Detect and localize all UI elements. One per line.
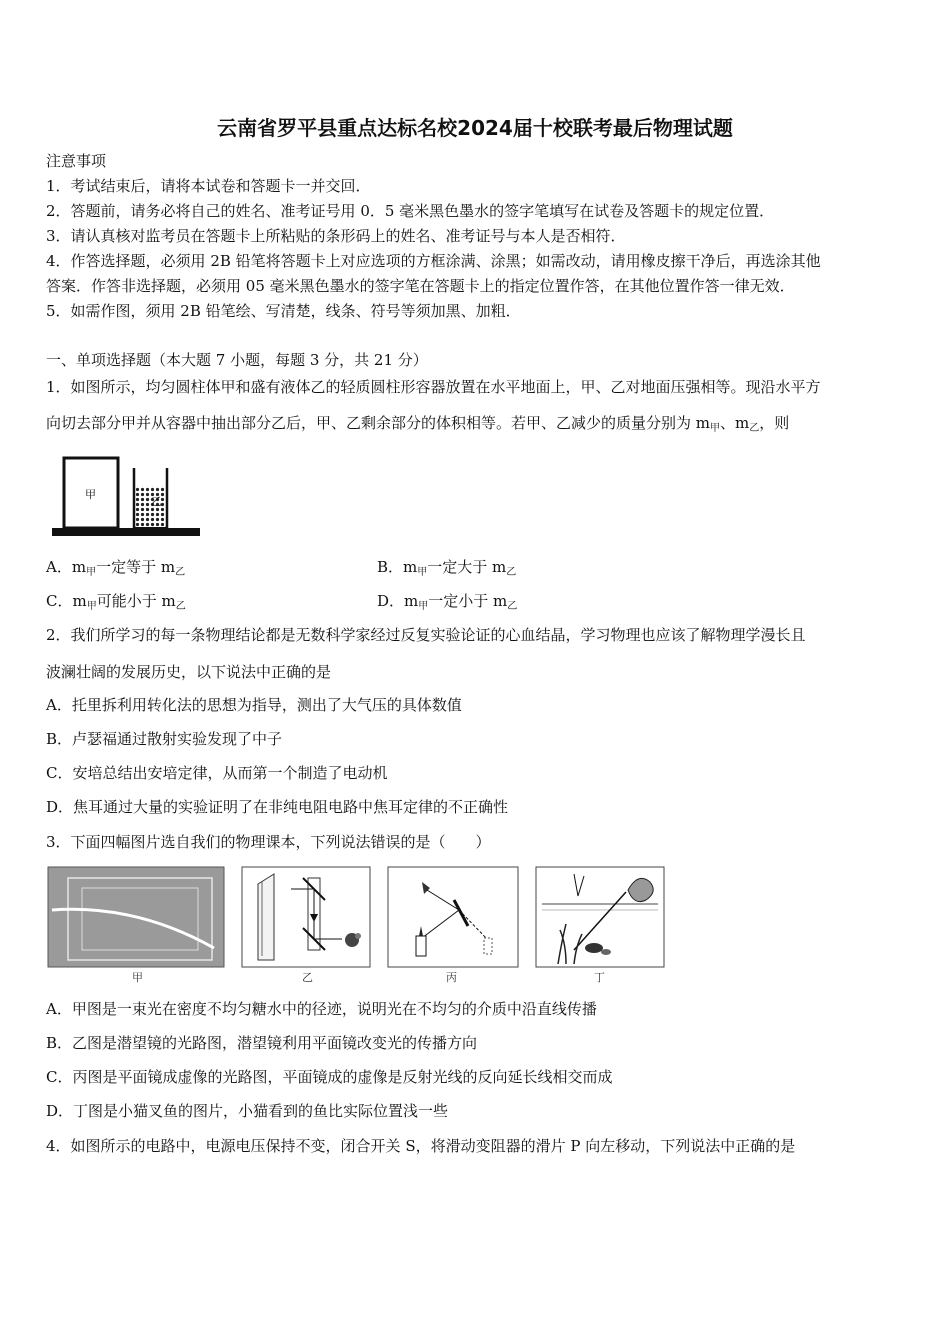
q2-option-d: D．焦耳通过大量的实验证明了在非纯电阻电路中焦耳定律的不正确性 bbox=[46, 798, 509, 816]
figure-yi bbox=[242, 867, 370, 984]
q3-option-a: A．甲图是一束光在密度不均匀糖水中的径迹，说明光在不均匀的介质中沿直线传播 bbox=[46, 1000, 597, 1018]
label-yi: 乙 bbox=[151, 495, 162, 508]
notice-item: 3．请认真核对监考员在答题卡上所粘贴的条形码上的姓名、准考证号与本人是否相符． bbox=[46, 227, 626, 245]
figure-ding bbox=[536, 867, 664, 984]
notice-heading: 注意事项 bbox=[46, 152, 107, 170]
notice-item: 4．作答选择题，必须用 2B 铅笔将答题卡上对应选项的方框涂满、涂黑；如需改动，请用橡皮擦干净后，再选涂其他 bbox=[46, 252, 821, 270]
q2-option-a: A．托里拆利用转化法的思想为指导，测出了大气压的具体数值 bbox=[46, 696, 462, 714]
caption-bing: 丙 bbox=[446, 971, 457, 984]
q3-figures bbox=[46, 864, 670, 986]
q1-option-d: D．$m_甲$一定小于 $m_乙$ bbox=[377, 592, 518, 612]
figure-jia bbox=[48, 867, 224, 984]
q2-option-b: B．卢瑟福通过散射实验发现了中子 bbox=[46, 730, 283, 748]
subscript-yi: 乙 bbox=[749, 423, 760, 434]
q3-option-b: B．乙图是潜望镜的光路图，潜望镜利用平面镜改变光的传播方向 bbox=[46, 1034, 478, 1052]
caption-jia: 甲 bbox=[132, 971, 143, 984]
q1-stem-tail: ，则 bbox=[759, 414, 790, 432]
notice-item: 1．考试结束后，请将本试卷和答题卡一并交回． bbox=[46, 177, 371, 195]
page-title: 云南省罗平县重点达标名校2024届十校联考最后物理试题 bbox=[217, 116, 733, 140]
subscript-jia: 甲 bbox=[710, 423, 720, 434]
section-heading: 一、单项选择题（本大题 7 小题，每题 3 分，共 21 分） bbox=[46, 351, 428, 369]
q2-stem-line1: 2．我们所学习的每一条物理结论都是无数科学家经过反复实验论证的心血结晶，学习物理也应该了解物理学漫长且 bbox=[46, 626, 806, 644]
q1-option-b: B．$m_甲$一定大于 $m_乙$ bbox=[377, 558, 517, 578]
q1-figure bbox=[50, 452, 202, 540]
q1-stem-line1: 1．如图所示，均匀圆柱体甲和盛有液体乙的轻质圆柱形容器放置在水平地面上，甲、乙对地面压强相等。现沿水平方 bbox=[46, 378, 821, 396]
q4-stem: 4．如图所示的电路中，电源电压保持不变，闭合开关 S，将滑动变阻器的滑片 P 向左移动，下列说法中正确的是 bbox=[46, 1137, 796, 1155]
q3-option-d: D．丁图是小猫叉鱼的图片，小猫看到的鱼比实际位置浅一些 bbox=[46, 1102, 449, 1120]
q1-option-c: C．$m_甲$可能小于 $m_乙$ bbox=[46, 592, 186, 612]
q1-option-a: A．$m_甲$一定等于 $m_乙$ bbox=[46, 558, 186, 578]
notice-item: 5．如需作图，须用 2B 铅笔绘、写清楚，线条、符号等须加黑、加粗． bbox=[46, 302, 521, 320]
ground bbox=[52, 528, 200, 536]
q3-stem: 3．下面四幅图片选自我们的物理课本，下列说法错误的是（ ） bbox=[46, 833, 491, 851]
caption-ding: 丁 bbox=[594, 971, 605, 984]
notice-item: 2．答题前，请务必将自己的姓名、准考证号用 0．5 毫米黑色墨水的签字笔填写在试卷及答题卡的规定位置． bbox=[46, 202, 775, 220]
q3-option-c: C．丙图是平面镜成虚像的光路图，平面镜成的虚像是反射光线的反向延长线相交而成 bbox=[46, 1068, 613, 1086]
notice-item: 答案．作答非选择题，必须用 05 毫米黑色墨水的签字笔在答题卡上的指定位置作答，在其他位置作答一律无效． bbox=[46, 277, 795, 295]
q2-stem-line2: 波澜壮阔的发展历史，以下说法中正确的是 bbox=[46, 663, 332, 681]
label-jia: 甲 bbox=[85, 488, 96, 501]
q1-stem-line2 bbox=[46, 413, 789, 439]
q1-stem-sep: 、m bbox=[720, 414, 750, 432]
figure-bing bbox=[388, 867, 518, 984]
q1-stem-text: 向切去部分甲并从容器中抽出部分乙后，甲、乙剩余部分的体积相等。若甲、乙减少的质量分别为 m bbox=[46, 414, 710, 432]
q2-option-c: C．安培总结出安培定律，从而第一个制造了电动机 bbox=[46, 764, 388, 782]
caption-yi: 乙 bbox=[302, 971, 313, 984]
